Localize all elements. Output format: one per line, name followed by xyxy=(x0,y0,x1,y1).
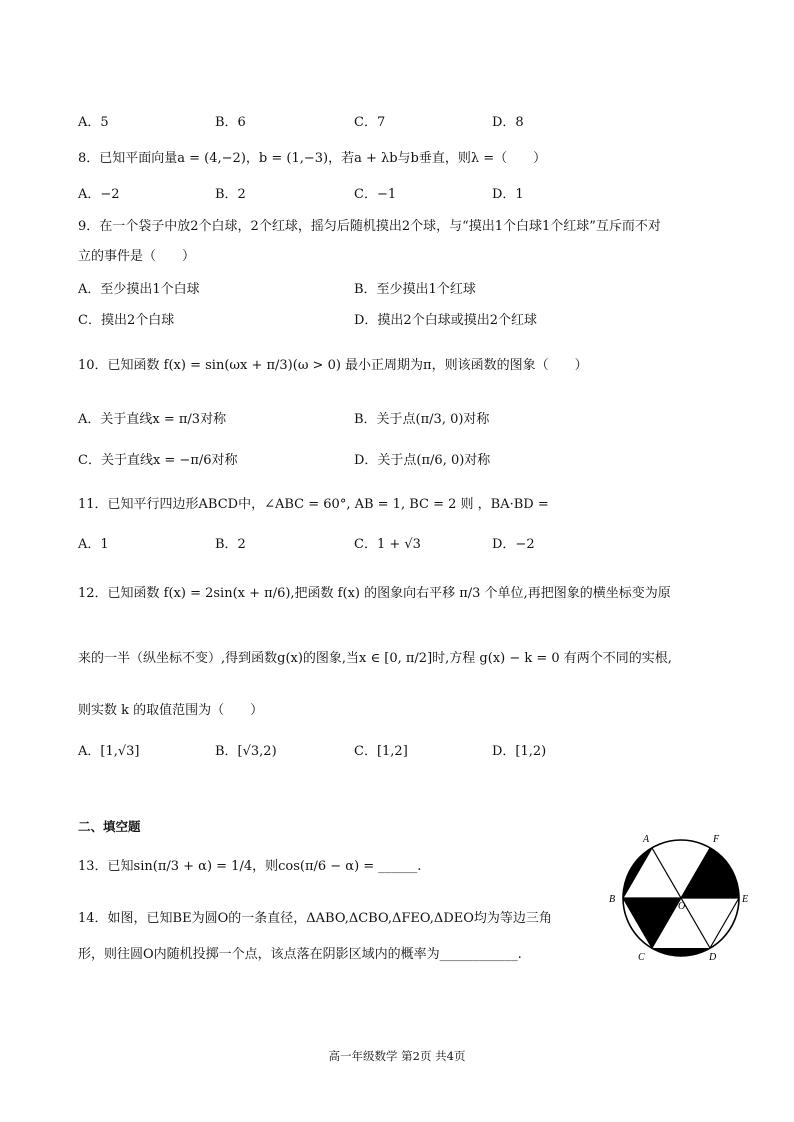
q12-stem-line1: 12．已知函数 f(x) = 2sin(x + π/6),把函数 f(x) 的图象向右平移 π/3 个单位,再把图象的横坐标变为原 xyxy=(78,586,671,601)
q9-stem-line1: 9．在一个袋子中放2个白球，2个红球，摇匀后随机摸出2个球，与“摸出1个白球1个红球”互斥而不对 xyxy=(78,219,661,234)
q10-option-d: D．关于点(π/6, 0)对称 xyxy=(354,453,491,468)
q12-option-a: A．[1,√3] xyxy=(78,744,140,759)
q14-stem-line2: 形，则往圆O内随机投掷一个点，该点落在阴影区域内的概率为____________. xyxy=(78,947,522,962)
q9-option-c: C．摸出2个白球 xyxy=(78,313,175,328)
q9-stem-line2: 立的事件是（ ） xyxy=(78,249,196,264)
label-a: A xyxy=(643,834,650,845)
q7-option-b: B．6 xyxy=(215,115,246,130)
q11-option-b: B．2 xyxy=(215,537,246,552)
q8-option-a: A．−2 xyxy=(78,187,120,202)
q14-stem-line1: 14．如图，已知BE为圆O的一条直径，ΔABO,ΔCBO,ΔFEO,ΔDEO均为等边三角 xyxy=(78,911,552,926)
q9-option-d: D．摸出2个白球或摸出2个红球 xyxy=(354,313,537,328)
label-o: O xyxy=(678,901,686,912)
q8-stem: 8．已知平面向量a = (4,−2)，b = (1,−3)，若a + λb与b垂直，则λ =（ ） xyxy=(78,151,547,166)
q12-option-d: D．[1,2) xyxy=(492,744,547,759)
q9-option-a: A．至少摸出1个白球 xyxy=(78,282,200,297)
label-f: F xyxy=(713,834,720,845)
q8-option-c: C．−1 xyxy=(354,187,397,202)
q10-option-a: A．关于直线x = π/3对称 xyxy=(78,412,227,427)
q12-stem-line3: 则实数 k 的取值范围为（ ） xyxy=(78,703,264,718)
q7-option-a: A．5 xyxy=(78,115,109,130)
section-title-fill-in: 二、填空题 xyxy=(78,819,141,834)
page-footer: 高一年级数学 第2页 共4页 xyxy=(328,1049,466,1063)
q11-option-a: A．1 xyxy=(78,537,109,552)
label-e: E xyxy=(742,894,749,905)
q11-option-c: C．1 + √3 xyxy=(354,537,421,552)
q10-option-b: B．关于点(π/3, 0)对称 xyxy=(354,412,490,427)
q11-option-d: D．−2 xyxy=(492,537,535,552)
q7-option-c: C．7 xyxy=(354,115,386,130)
circle-figure xyxy=(605,828,765,968)
q9-option-b: B．至少摸出1个红球 xyxy=(354,282,476,297)
q13-stem: 13．已知sin(π/3 + α) = 1/4，则cos(π/6 − α) = ______. xyxy=(78,859,422,874)
label-b: B xyxy=(609,894,616,905)
q8-option-b: B．2 xyxy=(215,187,246,202)
q11-stem: 11．已知平行四边形ABCD中，∠ABC = 60°, AB = 1, BC = 2 则 ，BA·BD = xyxy=(78,497,549,512)
q12-stem-line2: 来的一半（纵坐标不变）,得到函数g(x)的图象,当x ∈ [0, π/2]时,方程 g(x) − k = 0 有两个不同的实根, xyxy=(78,651,672,666)
shaded-segment-cd xyxy=(652,948,710,956)
q7-option-d: D．8 xyxy=(492,115,524,130)
q10-option-c: C．关于直线x = −π/6对称 xyxy=(78,453,238,468)
q8-option-d: D．1 xyxy=(492,187,524,202)
q10-stem: 10．已知函数 f(x) = sin(ωx + π/3)(ω > 0) 最小正周期为π，则该函数的图象（ ） xyxy=(78,358,588,373)
q12-option-c: C．[1,2] xyxy=(354,744,408,759)
label-d: D xyxy=(709,952,717,963)
label-c: C xyxy=(638,952,645,963)
q12-option-b: B．[√3,2) xyxy=(215,744,277,759)
